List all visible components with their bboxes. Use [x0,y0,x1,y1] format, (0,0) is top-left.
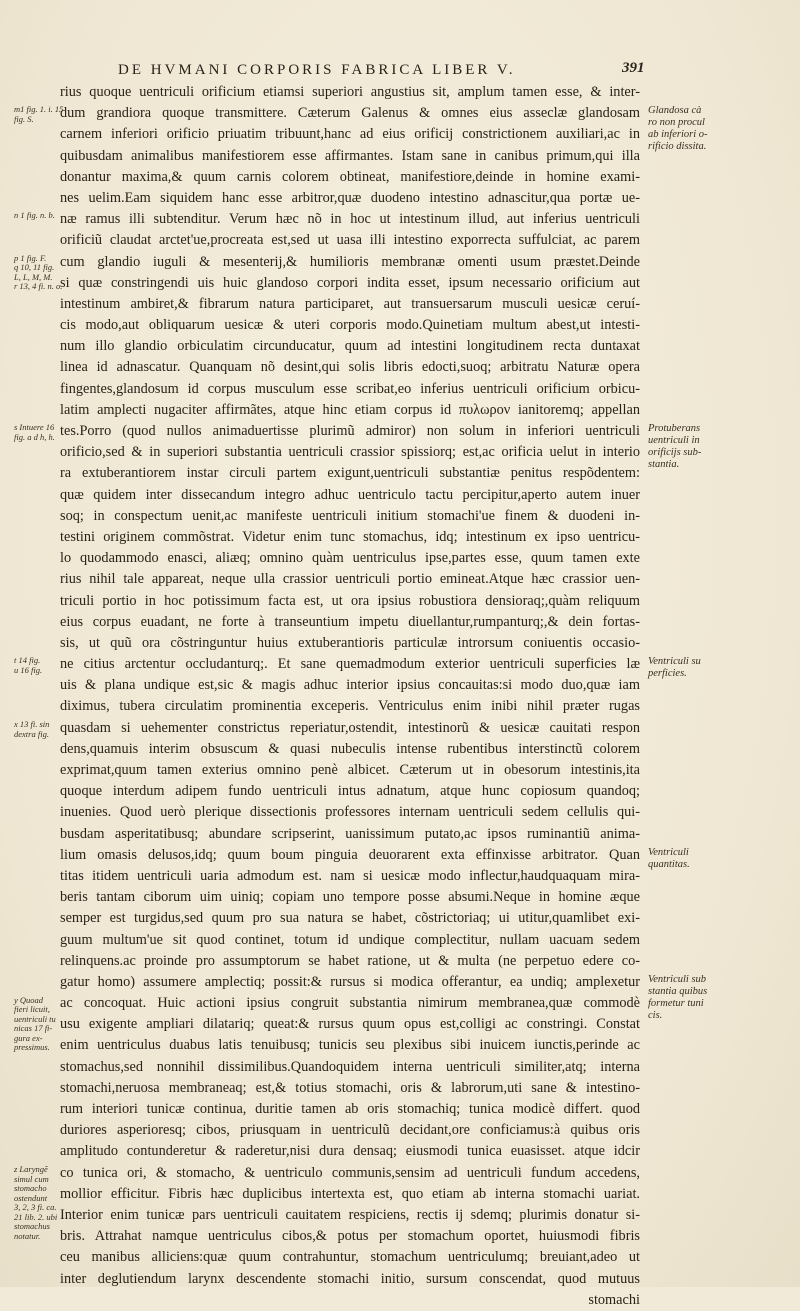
text-line: lium omasis delusos,idq; quum boum pinguia deuorarent exta effinxisse arbitrator. Quan [60,846,640,863]
text-line: bris. Attrahat namque uentriculus cibos,& potus per stomachum oportet, huiusmodi fibris [60,1228,640,1245]
text-line: titas itidem uentriculi uaria admodum est. nam si uesicæ modo inflectur,haudquaquam mira- [60,867,640,884]
text-line: rius nihil tale appareat, neque ulla crassior uentriculi portio emineat.Atque hæc crassior uen- [60,571,640,588]
text-line: tes.Porro (quod nullos animaduertisse plurimũ admiror) non solum in inferiori uentriculi [60,423,640,439]
text-line: ceu manibus alliciens:quæ quum contrahuntur, stomachum uentriculumq; breuiant,adeo ut [60,1249,640,1266]
text-line: quæ quidem inter dissecandum integro adhuc uentriculo tactu percipitur,aperto autem inuer [60,486,640,503]
text-line: orificiũ claudat arctet'ue,procreata est,sed ut uasa illi intestino exporrecta suffulciat, ac parem [60,232,640,249]
text-line: quibusdam animalibus manifestiorem esse affirmantes. Istam sane in canibus primum,qui illa [60,147,640,164]
left-margin-note: x 13 fi. sin dextra fig. [14,719,50,739]
text-line: guum multum'ue sit quod continet, totum id undique complectitur, nullam uacuam sedem [60,931,640,948]
text-line: soq; in conspectum uenit,ac manifeste uentriculi initium stomachi'ue finem & duodeni in- [60,507,640,524]
text-line: ra extuberantiorem instar circuli partem exigunt,uentriculi substantiæ penitus respõdentem: [60,465,640,482]
text-line: eius corpus euadant, ne forte à transeuntium impetu diuellantur,rumpanturq;,& dein fortas- [60,613,640,630]
text-line: usu exigente ampliari dilatariq; queat:& rursus quum opus est,colligi ac constringi. Constat [60,1016,640,1033]
text-line: duriores asperioresq; cibos, priusquam in uentriculũ decidant,ore conficiamus:à quibus oris [60,1122,640,1139]
text-line: exprimat,quum tamen exterius omnino penè albicet. Cæterum ut in obesorum intestinis,ita [60,762,640,778]
right-margin-note: Ventriculi quantitas. [648,847,690,871]
text-line: amplitudo contunderetur & raderetur,nisi dura densaq; eiusmodi tunica euasisset. atque idcir [60,1143,640,1160]
text-line: nes uelim.Eam siquidem hanc esse arbitror,quæ duodeno intestino adnascitur,qua portæ ue- [60,189,640,206]
text-line: diximus, tubera circulatim prominentia exceperis. Ventriculus enim inibi nihil præter rugas [60,698,640,715]
text-line: donantur maxima,& quum carnis colorem obtineat, manifestiore,deinde in homine exami- [60,168,640,185]
text-line: Interior enim tunicæ pars uentriculi cauitatem respiciens, rectis ij sdemq; plurimis donatur si- [60,1206,640,1223]
left-margin-note: m1 fig. 1. i. 15 fig. S. [14,104,64,124]
text-line: uis & plana undique est,sic & magis adhuc interior ipsius concauitas:si modo duo,quæ iam [60,677,640,694]
left-margin-note: p 1 fig. F. q 10, 11 fig. L, L, M, M. r 13, 4 fi. n. o. [14,252,63,292]
text-line: stomachi,neruosa membraneaq; est,& totius stomachi, oris & labrorum,uti sane & intestino- [60,1079,640,1096]
body-text [60,82,640,1311]
text-line: dum grandiora quoque transmittere. Cæterum Galenus & omnes eius asseclæ glandosam [60,105,640,122]
text-line: stomachus,sed nonnihil dissimilibus.Quandoquidem interna uentriculi similiter,atq; interna [60,1058,640,1075]
text-line: num illo glandio orbiculatim circunducatur, quum ad intestini longitudinem recta duntaxat [60,338,640,355]
text-line: relinquens.ac proinde pro assumptorum se habet ratione, ut & multa (ne perpetuo edere co- [60,952,640,969]
text-line: linea id adnascatur. Quanquam nõ desint,qui solis libris edocti,suoq; arbitratu Naturæ opera [60,359,640,376]
text-line: si quæ constringendi uis huic glandoso corpori indita esset, ipsum necessario orificium aut [60,274,640,291]
text-line: mollior efficitur. Fibris hæc duplicibus intertexta est, quo etiam ab interna stomachi uariat. [60,1185,640,1202]
text-line: triculi portio in hoc potissimum facta est, ut ora ipsius robustiora densioraq;,quàm reliquum [60,592,640,609]
text-line: gatur homo) assumere amplectiq; possit:& rursus si modica offerantur, ea undiq; amplexetur [60,973,640,990]
text-line: orificio,sed & in superiori substantia uentriculi crassior spissiorq; est,ac orificia uelut in interio [60,444,640,461]
text-line: latim amplecti nugaciter affirmãtes, atque hinc etiam corpus id πυλωρον ianitoremq; appellan [60,401,640,418]
text-line: sis, ut quũ ora cõstringuntur huius extuberantioris particulæ introrsum coniuentis occasio- [60,634,640,651]
text-line: co tunica ori, & stomacho, & uentriculo communis,sensim ad uentriculi fundum accedens, [60,1164,640,1181]
text-line: cum glandio iuguli & mesenterij,& humilioris membranæ omenti usum præstet.Deinde [60,253,640,270]
text-line: fingentes,glandosum id corpus musculum esse scribat,eo inferius uentriculi orificium orbicu- [60,380,640,397]
page-number: 391 [622,60,645,76]
left-margin-note: n 1 fig. n. b. [14,210,55,221]
text-line: quoque interdum adipem fundo uentriculi intus adnatum, atque hunc copiosum quandoq; [60,783,640,800]
text-line: testini originem commõstrat. Videtur enim tunc stomachus, idq; intestinum ex ipso uentricu- [60,528,640,545]
text-line: stomachi [588,1291,640,1308]
text-line: næ ramus illi subtenditur. Verum hæc nõ in hoc ut intestinum illud, aut inferius uentriculi [60,211,640,228]
text-line: ne citius arctentur occludanturq;. Et sane quemadmodum exterior uentriculi superficies læ [60,656,640,673]
left-margin-note: z Laryngẽ simul cum stomacho ostendunt 3, 2, 3 fi. ca. 21 lib. 2. ubi stomachus notatur. [14,1164,58,1241]
text-line: enim uentriculus duabus latis tenuibusq; tunicis seu plexibus sibi inuicem iunctis,perinde ac [60,1037,640,1054]
text-line: dens,quamuis interim obsuscum & quasi nubeculis intense rubentibus interstinctũ colorem [60,740,640,757]
text-line: ac concoquat. Huic actioni ipsius congruit substantia nimirum membranea,quæ commodè [60,995,640,1012]
text-line: quasdam si uehementer constrictus reperiatur,ostendit, intestinorũ & uesicæ cauitati respon [60,719,640,736]
right-margin-note: Protuberans uentriculi in orificijs sub- stantia. [648,423,702,471]
right-margin-note: Glandosa cà ro non procul ab inferiori o- rificio dissita. [648,105,708,153]
text-line: busdam asperitatibusq; abundare scripserint, uanissimum putato,ac ipsos ruminantiũ anima- [60,825,640,842]
left-margin-note: t 14 fig. u 16 fig. [14,655,43,675]
running-title: DE HVMANI CORPORIS FABRICA LIBER V. [118,62,516,78]
text-line: intestinum ambiret,& fibrarum natura participaret, aut transuersarum musculi uesicæ ceruí- [60,295,640,312]
left-margin-note: s Intuere 16 fig. a d h, h. [14,422,55,442]
right-margin-note: Ventriculi sub stantia quibus formetur tuni cis. [648,974,708,1022]
text-line: rius quoque uentriculi orificium etiamsi superiori angustius sit, amplum tamen esse, & inter- [60,84,640,100]
right-margin-note: Ventriculi su perficies. [648,656,701,680]
text-line: lo quodammodo enasci, aliæq; omnino quàm uentriculus ipse,partes esse, quum tamen exte [60,550,640,567]
text-line: beris tantam ciborum uim uiniq; copiam uno tempore posse absumi.Neque in homine æque [60,889,640,906]
text-line: rum interiori tunicæ continua, duritie tamen ab oris stomachiq; tunica modicè differt. quod [60,1101,640,1117]
text-line: semper est turgidus,sed quum pro sua natura se habet, cõstrictoriaq; ui utitur,quamlibet exi- [60,910,640,927]
left-margin-note: y Quoad fieri licuit, uentriculi tu nicas 17 fi- gura ex- pressimus. [14,994,56,1053]
text-line: inter deglutiendum larynx descendente stomachi initio, sursum conscendat, quod mutuus [60,1270,640,1287]
text-line: inuenies. Quod uerò plerique dissectionis professores internam uentriculi sedem cellulis qui- [60,804,640,821]
text-line: carnem inferiori orificio priuatim tribuunt,hanc ad eius orificij constrictionem auxiliari,ac in [60,126,640,143]
text-line: cis modo,aut obliquarum uesicæ & uteri corporis modo.Quinetiam multum abest,ut intesti- [60,317,640,334]
